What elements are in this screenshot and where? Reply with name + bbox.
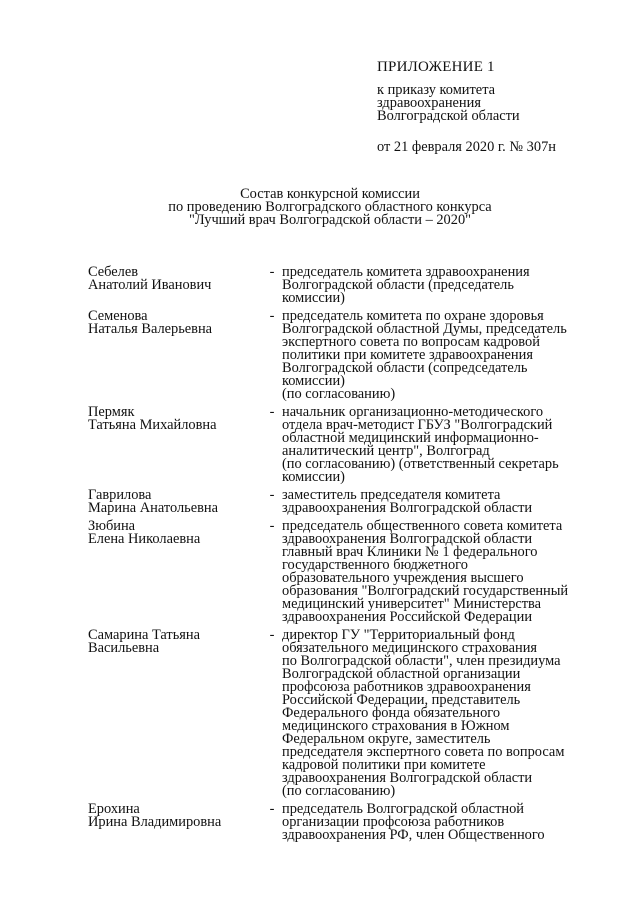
member-role (282, 406, 628, 484)
member-role (282, 310, 628, 401)
member-role-line: организации профсоюза работников (282, 814, 505, 830)
appendix-line: здравоохранения (377, 95, 481, 111)
member-row (88, 406, 628, 484)
member-role-line: комиссии) (282, 373, 345, 389)
member-role (282, 489, 628, 515)
member-name-line: Татьяна Михайловна (88, 417, 217, 433)
member-role-line: кадровой политики при комитете (282, 757, 486, 773)
member-role-line: комиссии) (282, 290, 345, 306)
member-role-line: директор ГУ "Территориальный фонд (282, 627, 515, 643)
member-role (282, 520, 628, 624)
member-role-line: Федерального фонда обязательного (282, 705, 501, 721)
member-dash: - (269, 627, 275, 643)
member-name (88, 520, 262, 624)
member-role (282, 803, 628, 842)
member-role-line: (по согласованию) (282, 386, 396, 402)
member-name-line: Ирина Владимировна (88, 814, 222, 830)
member-row (88, 629, 628, 798)
member-role-line: аналитический центр", Волгоград (282, 443, 490, 459)
member-role-line: Волгоградской областной Думы, председатель (282, 321, 567, 337)
member-role-line: председатель комитета здравоохранения (282, 264, 530, 280)
member-role-line: (по согласованию) (282, 783, 396, 799)
member-role-line: главный врач Клиники № 1 федерального (282, 544, 538, 560)
member-name (88, 406, 262, 484)
member-role-line: начальник организационно-методического (282, 404, 544, 420)
member-role-line: политики при комитете здравоохранения (282, 347, 533, 363)
member-name (88, 489, 262, 515)
member-role-line: Российской Федерации, представитель (282, 692, 521, 708)
member-dash: - (269, 487, 275, 503)
member-role-line: здравоохранения Волгоградской области (282, 500, 533, 516)
member-name-line: Анатолий Иванович (88, 277, 212, 293)
member-name-line: Ерохина (88, 801, 140, 817)
member-dash: - (269, 801, 275, 817)
member-role-line: областной медицинский информационно- (282, 430, 539, 446)
member-dash: - (269, 308, 275, 324)
member-name (88, 266, 262, 305)
heading-line: "Лучший врач Волгоградской области – 2020" (188, 212, 472, 228)
member-role (282, 266, 628, 305)
member-row (88, 520, 628, 624)
member-name (88, 310, 262, 401)
member-row (88, 803, 628, 842)
member-role-line: председателя экспертного совета по вопросам (282, 744, 565, 760)
member-name-line: Зюбина (88, 518, 136, 534)
member-name-line: Марина Анатольевна (88, 500, 218, 516)
member-role-line: здравоохранения Волгоградской области (282, 531, 533, 547)
appendix-date: от 21 февраля 2020 г. № 307н (377, 139, 556, 155)
member-row (88, 489, 628, 515)
member-role (282, 629, 628, 798)
member-name-line: Елена Николаевна (88, 531, 201, 547)
member-role-line: медицинский университет" Министерства (282, 596, 542, 612)
member-role-line: Волгоградской областной организации (282, 666, 521, 682)
member-row (88, 310, 628, 401)
member-name-line: Пермяк (88, 404, 135, 420)
member-name-line: Семенова (88, 308, 148, 324)
member-name-line: Гаврилова (88, 487, 152, 503)
member-dash: - (269, 264, 275, 280)
appendix-line: Волгоградской области (377, 108, 520, 124)
member-role-line: председатель комитета по охране здоровья (282, 308, 544, 324)
appendix-title: ПРИЛОЖЕНИЕ 1 (377, 59, 495, 75)
heading-line: по проведению Волгоградского областного конкурса (168, 199, 492, 215)
member-name-line: Себелев (88, 264, 139, 280)
heading-line: Состав конкурсной комиссии (240, 186, 420, 202)
member-role-line: Федеральном округе, заместитель (282, 731, 491, 747)
member-role-line: профсоюза работников здравоохранения (282, 679, 531, 695)
member-role-line: председатель Волгоградской областной (282, 801, 525, 817)
member-name-line: Самарина Татьяна (88, 627, 200, 643)
document-heading (100, 188, 560, 227)
member-role-line: отдела врач-методист ГБУЗ "Волгоградский (282, 417, 553, 433)
member-role-line: образования "Волгоградский государственный (282, 583, 569, 599)
member-role-line: здравоохранения РФ, член Общественного (282, 827, 545, 843)
member-role-line: (по согласованию) (ответственный секретарь (282, 456, 559, 472)
member-role-line: государственного бюджетного (282, 557, 468, 573)
member-role-line: экспертного совета по вопросам кадровой (282, 334, 540, 350)
member-role-line: комиссии) (282, 469, 345, 485)
member-role-line: заместитель председателя комитета (282, 487, 501, 503)
appendix-line: к приказу комитета (377, 82, 496, 98)
member-name-line: Васильевна (88, 640, 160, 656)
member-row (88, 266, 628, 305)
member-role-line: по Волгоградской области", член президиума (282, 653, 561, 669)
member-role-line: председатель общественного совета комитета (282, 518, 563, 534)
member-role-line: медицинского страхования в Южном (282, 718, 510, 734)
member-name-line: Наталья Валерьевна (88, 321, 213, 337)
member-role-line: здравоохранения Волгоградской области (282, 770, 533, 786)
member-dash: - (269, 404, 275, 420)
member-role-line: Волгоградской области (сопредседатель (282, 360, 528, 376)
appendix-block (377, 60, 617, 154)
member-name (88, 629, 262, 798)
member-name (88, 803, 262, 842)
commission-member-list (88, 266, 628, 847)
member-dash: - (269, 518, 275, 534)
member-role-line: обязательного медицинского страхования (282, 640, 538, 656)
member-role-line: образовательного учреждения высшего (282, 570, 524, 586)
member-role-line: Волгоградской области (председатель (282, 277, 514, 293)
member-role-line: здравоохранения Российской Федерации (282, 609, 533, 625)
